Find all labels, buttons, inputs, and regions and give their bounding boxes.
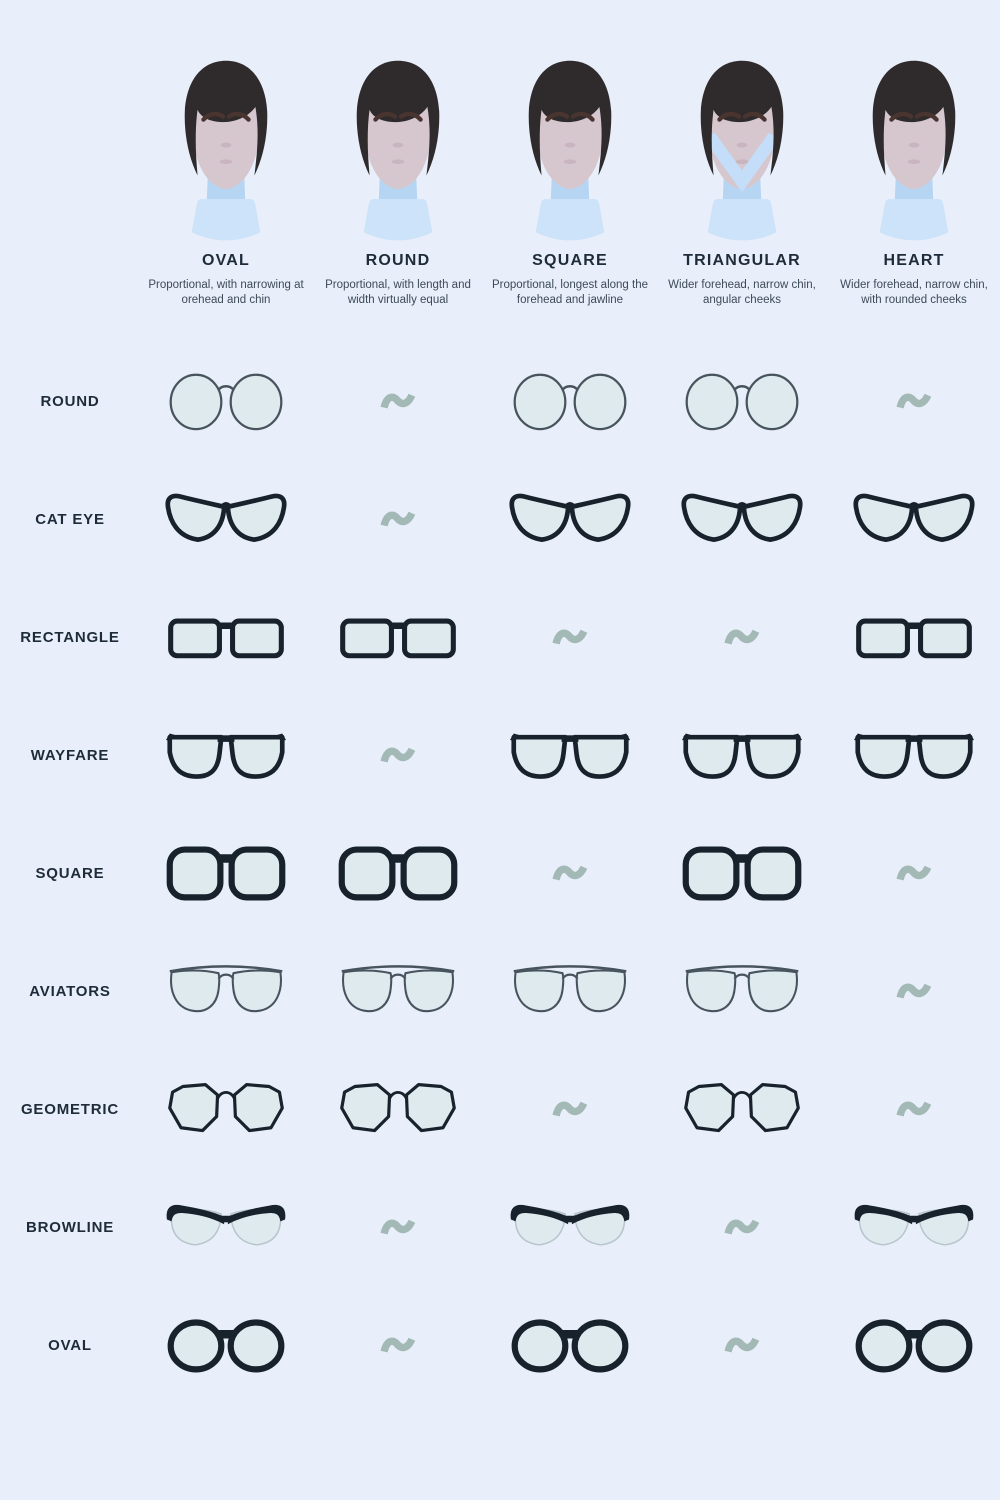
cell-round-oval [165, 371, 287, 431]
face-column-square [484, 50, 656, 308]
tilde-icon [896, 386, 932, 416]
cell-geometric-square [552, 1094, 588, 1124]
cell-aviators-triangular [681, 961, 803, 1021]
tilde-icon [724, 1330, 760, 1360]
oval-glasses-icon [165, 1315, 287, 1375]
glasses-type-label: WAYFARE [30, 746, 110, 764]
cell-wayfare-heart [853, 725, 975, 785]
row-browline [0, 1168, 1000, 1286]
aviators-glasses-icon [165, 961, 287, 1021]
face-shape-description: Proportional, longest along the forehead and jawline [492, 279, 648, 307]
row-cat-eye [0, 460, 1000, 578]
face-column-round [312, 50, 484, 308]
triangular-face-illustration [667, 50, 817, 246]
row-square [0, 814, 1000, 932]
wayfare-glasses-icon [853, 725, 975, 785]
row-wayfare [0, 696, 1000, 814]
glasses-type-label: GEOMETRIC [20, 1100, 120, 1118]
cell-round-heart [896, 386, 932, 416]
cell-round-round [380, 386, 416, 416]
browline-glasses-icon [853, 1197, 975, 1257]
cell-round-triangular [681, 371, 803, 431]
face-shape-description: Wider forehead, narrow chin, with rounded cheeks [840, 279, 988, 307]
cell-cat-eye-triangular [681, 489, 803, 549]
cell-aviators-square [509, 961, 631, 1021]
cell-rectangle-heart [853, 607, 975, 667]
oval-glasses-icon [853, 1315, 975, 1375]
cell-cat-eye-square [509, 489, 631, 549]
round-glasses-icon [681, 371, 803, 431]
cell-oval-heart [853, 1315, 975, 1375]
face-column-triangular [656, 50, 828, 308]
wayfare-glasses-icon [165, 725, 287, 785]
rectangle-glasses-icon [337, 607, 459, 667]
tilde-icon [380, 740, 416, 770]
rectangle-glasses-icon [165, 607, 287, 667]
wayfare-glasses-icon [509, 725, 631, 785]
face-shape-title: SQUARE [532, 252, 608, 269]
tilde-icon [896, 976, 932, 1006]
tilde-icon [724, 622, 760, 652]
glasses-type-label: ROUND [40, 392, 100, 410]
cell-oval-oval [165, 1315, 287, 1375]
cell-square-round [337, 843, 459, 903]
square-glasses-icon [681, 843, 803, 903]
cell-rectangle-square [552, 622, 588, 652]
face-shape-title: ROUND [365, 252, 431, 269]
cat-eye-glasses-icon [165, 489, 287, 549]
row-geometric [0, 1050, 1000, 1168]
face-shape-description: Wider forehead, narrow chin, angular cheeks [668, 279, 816, 307]
glasses-type-label: CAT EYE [35, 510, 105, 528]
header-spacer [0, 50, 140, 308]
square-glasses-icon [165, 843, 287, 903]
cat-eye-glasses-icon [681, 489, 803, 549]
cell-cat-eye-heart [853, 489, 975, 549]
square-face-illustration [495, 50, 645, 246]
cell-cat-eye-round [380, 504, 416, 534]
row-round [0, 342, 1000, 460]
row-oval [0, 1286, 1000, 1404]
cell-oval-triangular [724, 1330, 760, 1360]
cell-square-triangular [681, 843, 803, 903]
round-glasses-icon [165, 371, 287, 431]
cell-browline-square [509, 1197, 631, 1257]
square-glasses-icon [337, 843, 459, 903]
cell-round-square [509, 371, 631, 431]
cell-geometric-heart [896, 1094, 932, 1124]
glasses-type-label: SQUARE [35, 864, 105, 882]
tilde-icon [552, 1094, 588, 1124]
aviators-glasses-icon [509, 961, 631, 1021]
round-glasses-icon [509, 371, 631, 431]
cell-wayfare-square [509, 725, 631, 785]
tilde-icon [552, 858, 588, 888]
oval-face-illustration [151, 50, 301, 246]
tilde-icon [552, 622, 588, 652]
face-column-heart [828, 50, 1000, 308]
tilde-icon [380, 504, 416, 534]
cell-geometric-oval [165, 1079, 287, 1139]
suitability-matrix [0, 342, 1000, 1404]
cell-aviators-heart [896, 976, 932, 1006]
cell-aviators-oval [165, 961, 287, 1021]
tilde-icon [724, 1212, 760, 1242]
heart-face-illustration [839, 50, 989, 246]
glasses-type-label: BROWLINE [25, 1218, 115, 1236]
face-shape-title: OVAL [201, 252, 251, 269]
cell-wayfare-oval [165, 725, 287, 785]
geometric-glasses-icon [681, 1079, 803, 1139]
cat-eye-glasses-icon [853, 489, 975, 549]
cell-browline-heart [853, 1197, 975, 1257]
cell-aviators-round [337, 961, 459, 1021]
cell-rectangle-round [337, 607, 459, 667]
cell-wayfare-triangular [681, 725, 803, 785]
cat-eye-glasses-icon [509, 489, 631, 549]
wayfare-glasses-icon [681, 725, 803, 785]
cell-square-heart [896, 858, 932, 888]
glasses-type-label: AVIATORS [29, 982, 111, 1000]
cell-rectangle-triangular [724, 622, 760, 652]
tilde-icon [380, 1212, 416, 1242]
face-shape-description: Proportional, with length and width virtually equal [325, 279, 471, 307]
aviators-glasses-icon [681, 961, 803, 1021]
cell-oval-round [380, 1330, 416, 1360]
cell-geometric-triangular [681, 1079, 803, 1139]
cell-rectangle-oval [165, 607, 287, 667]
cell-square-square [552, 858, 588, 888]
cell-cat-eye-oval [165, 489, 287, 549]
oval-glasses-icon [509, 1315, 631, 1375]
cell-geometric-round [337, 1079, 459, 1139]
cell-square-oval [165, 843, 287, 903]
tilde-icon [380, 386, 416, 416]
rectangle-glasses-icon [853, 607, 975, 667]
cell-wayfare-round [380, 740, 416, 770]
browline-glasses-icon [165, 1197, 287, 1257]
face-column-oval [140, 50, 312, 308]
face-shape-title: HEART [883, 252, 945, 269]
round-face-illustration [323, 50, 473, 246]
cell-oval-square [509, 1315, 631, 1375]
face-shape-description: Proportional, with narrowing at orehead and chin [148, 279, 304, 307]
row-rectangle [0, 578, 1000, 696]
glasses-type-label: RECTANGLE [20, 628, 120, 646]
face-shape-title: TRIANGULAR [683, 252, 801, 269]
geometric-glasses-icon [165, 1079, 287, 1139]
tilde-icon [380, 1330, 416, 1360]
aviators-glasses-icon [337, 961, 459, 1021]
geometric-glasses-icon [337, 1079, 459, 1139]
cell-browline-triangular [724, 1212, 760, 1242]
row-aviators [0, 932, 1000, 1050]
tilde-icon [896, 858, 932, 888]
cell-browline-oval [165, 1197, 287, 1257]
cell-browline-round [380, 1212, 416, 1242]
face-header [0, 0, 1000, 308]
glasses-type-label: OVAL [48, 1336, 92, 1354]
tilde-icon [896, 1094, 932, 1124]
browline-glasses-icon [509, 1197, 631, 1257]
